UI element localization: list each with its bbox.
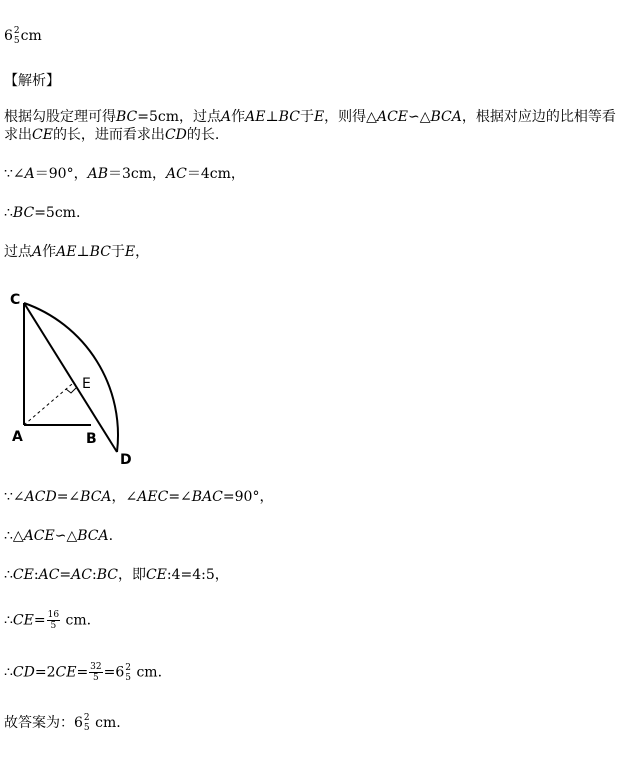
numerator: 32 (90, 662, 102, 672)
text: CD (12, 664, 35, 681)
text: CD (164, 127, 187, 143)
label-e: E (82, 376, 91, 392)
step-line-1 (4, 165, 245, 183)
text: : (33, 567, 39, 583)
fraction-32-5 (89, 662, 102, 683)
final-answer-line (4, 713, 121, 733)
text: BCA (80, 489, 112, 505)
text: ∴ (4, 664, 13, 681)
text: = (76, 664, 89, 681)
numerator: 2 (83, 713, 90, 723)
text: E (313, 109, 325, 125)
text: ， (135, 244, 150, 260)
denominator: 5 (125, 672, 131, 683)
text: 故答案为： (4, 715, 74, 731)
text: CE (32, 127, 53, 143)
text: ∴ (4, 567, 13, 583)
text: =5cm，过点 (137, 109, 222, 125)
denominator: 5 (50, 621, 57, 631)
text: BAC (191, 489, 223, 505)
text: 过点 (4, 244, 32, 260)
segment-ae-dashed (24, 384, 72, 425)
text: =∠ (56, 489, 81, 505)
text: CE (12, 567, 34, 583)
text: ∴△ (4, 528, 24, 544)
text: ACE (23, 528, 55, 544)
text: AC (166, 166, 187, 182)
text: cm. (90, 715, 121, 731)
text: ACE (376, 109, 408, 125)
top-answer (4, 26, 42, 46)
text: cm. (61, 612, 92, 629)
step-line-6 (4, 566, 229, 584)
fraction-16-5 (47, 610, 60, 631)
step-line-7 (4, 610, 91, 631)
text: ＝90°， (34, 166, 88, 182)
geometry-figure (0, 280, 150, 470)
numerator: 2 (125, 662, 131, 673)
text: = (59, 567, 72, 583)
text: ∴ (4, 205, 13, 221)
text: ，根据对应边的比相等看求出 (4, 109, 616, 143)
text: CE (12, 612, 34, 629)
text: . (108, 528, 114, 544)
text: BCA (430, 109, 462, 125)
text: ∵∠ (4, 489, 25, 505)
answer-fraction (14, 26, 20, 46)
text: 作 (42, 244, 57, 260)
text: 于 (110, 244, 125, 260)
step-line-8 (4, 662, 162, 683)
answer-unit: cm (20, 28, 42, 44)
segment-cd (24, 303, 117, 452)
text: BC (89, 244, 111, 260)
step-line-2 (4, 204, 80, 222)
label-a: A (12, 429, 23, 445)
text: CE (145, 567, 167, 583)
section-title: 【解析】 (4, 73, 60, 89)
text: ，∠ (111, 489, 138, 505)
text: 的长. (186, 127, 220, 143)
step-line-4 (4, 488, 273, 506)
numerator: 16 (47, 610, 60, 620)
text: BCA (77, 528, 109, 544)
answer-numerator: 2 (13, 26, 20, 36)
text: ⊥ (265, 109, 279, 125)
text: =∠ (168, 489, 192, 505)
text: cm. (132, 664, 163, 681)
text: ＝3cm， (108, 166, 167, 182)
text: A (32, 244, 43, 260)
text: AB (87, 166, 108, 182)
text: =2 (34, 664, 56, 681)
text: = (33, 612, 46, 629)
text: :4=4:5， (166, 567, 229, 583)
text: A (221, 109, 232, 125)
text: ＝4cm， (186, 166, 245, 182)
text: 作 (231, 109, 246, 125)
text: CE (55, 664, 77, 681)
text: 的长，进而看求出 (52, 127, 165, 143)
text: =90°， (222, 489, 274, 505)
answer-denominator: 5 (13, 36, 20, 46)
text: 根据勾股定理可得 (4, 109, 116, 125)
answer-integer: 6 (4, 28, 13, 44)
text: 于 (299, 109, 314, 125)
text: ∽△ (408, 109, 431, 125)
label-c: C (10, 292, 21, 308)
text: AE (245, 109, 266, 125)
step-line-5 (4, 527, 113, 545)
text: =5cm. (34, 205, 81, 221)
text: E (124, 244, 136, 260)
label-d: D (120, 452, 132, 468)
text: BC (278, 109, 300, 125)
text: AE (56, 244, 77, 260)
answer-fraction (84, 713, 90, 733)
text: AC (38, 567, 60, 583)
text: BC (116, 109, 138, 125)
text: ，则得△ (324, 109, 377, 125)
denominator: 5 (93, 673, 99, 683)
text: : (91, 567, 97, 583)
text: ∴ (4, 612, 13, 629)
text: AC (71, 567, 92, 583)
text: ∵∠ (4, 166, 25, 182)
answer-integer: 6 (74, 715, 83, 731)
right-angle-mark (66, 388, 76, 393)
fraction-2-5 (125, 663, 131, 683)
text: =6 (103, 664, 125, 681)
label-b: B (86, 431, 97, 447)
analysis-paragraph (4, 108, 622, 144)
text: BC (12, 205, 35, 221)
text: A (24, 166, 35, 182)
text: AEC (137, 489, 169, 505)
denominator: 5 (83, 723, 90, 733)
text: ⊥ (76, 244, 90, 260)
text: BC (96, 567, 118, 583)
text: ACD (24, 489, 57, 505)
text: ，即 (117, 567, 146, 583)
text: ∽△ (54, 528, 78, 544)
step-line-3 (4, 243, 149, 261)
